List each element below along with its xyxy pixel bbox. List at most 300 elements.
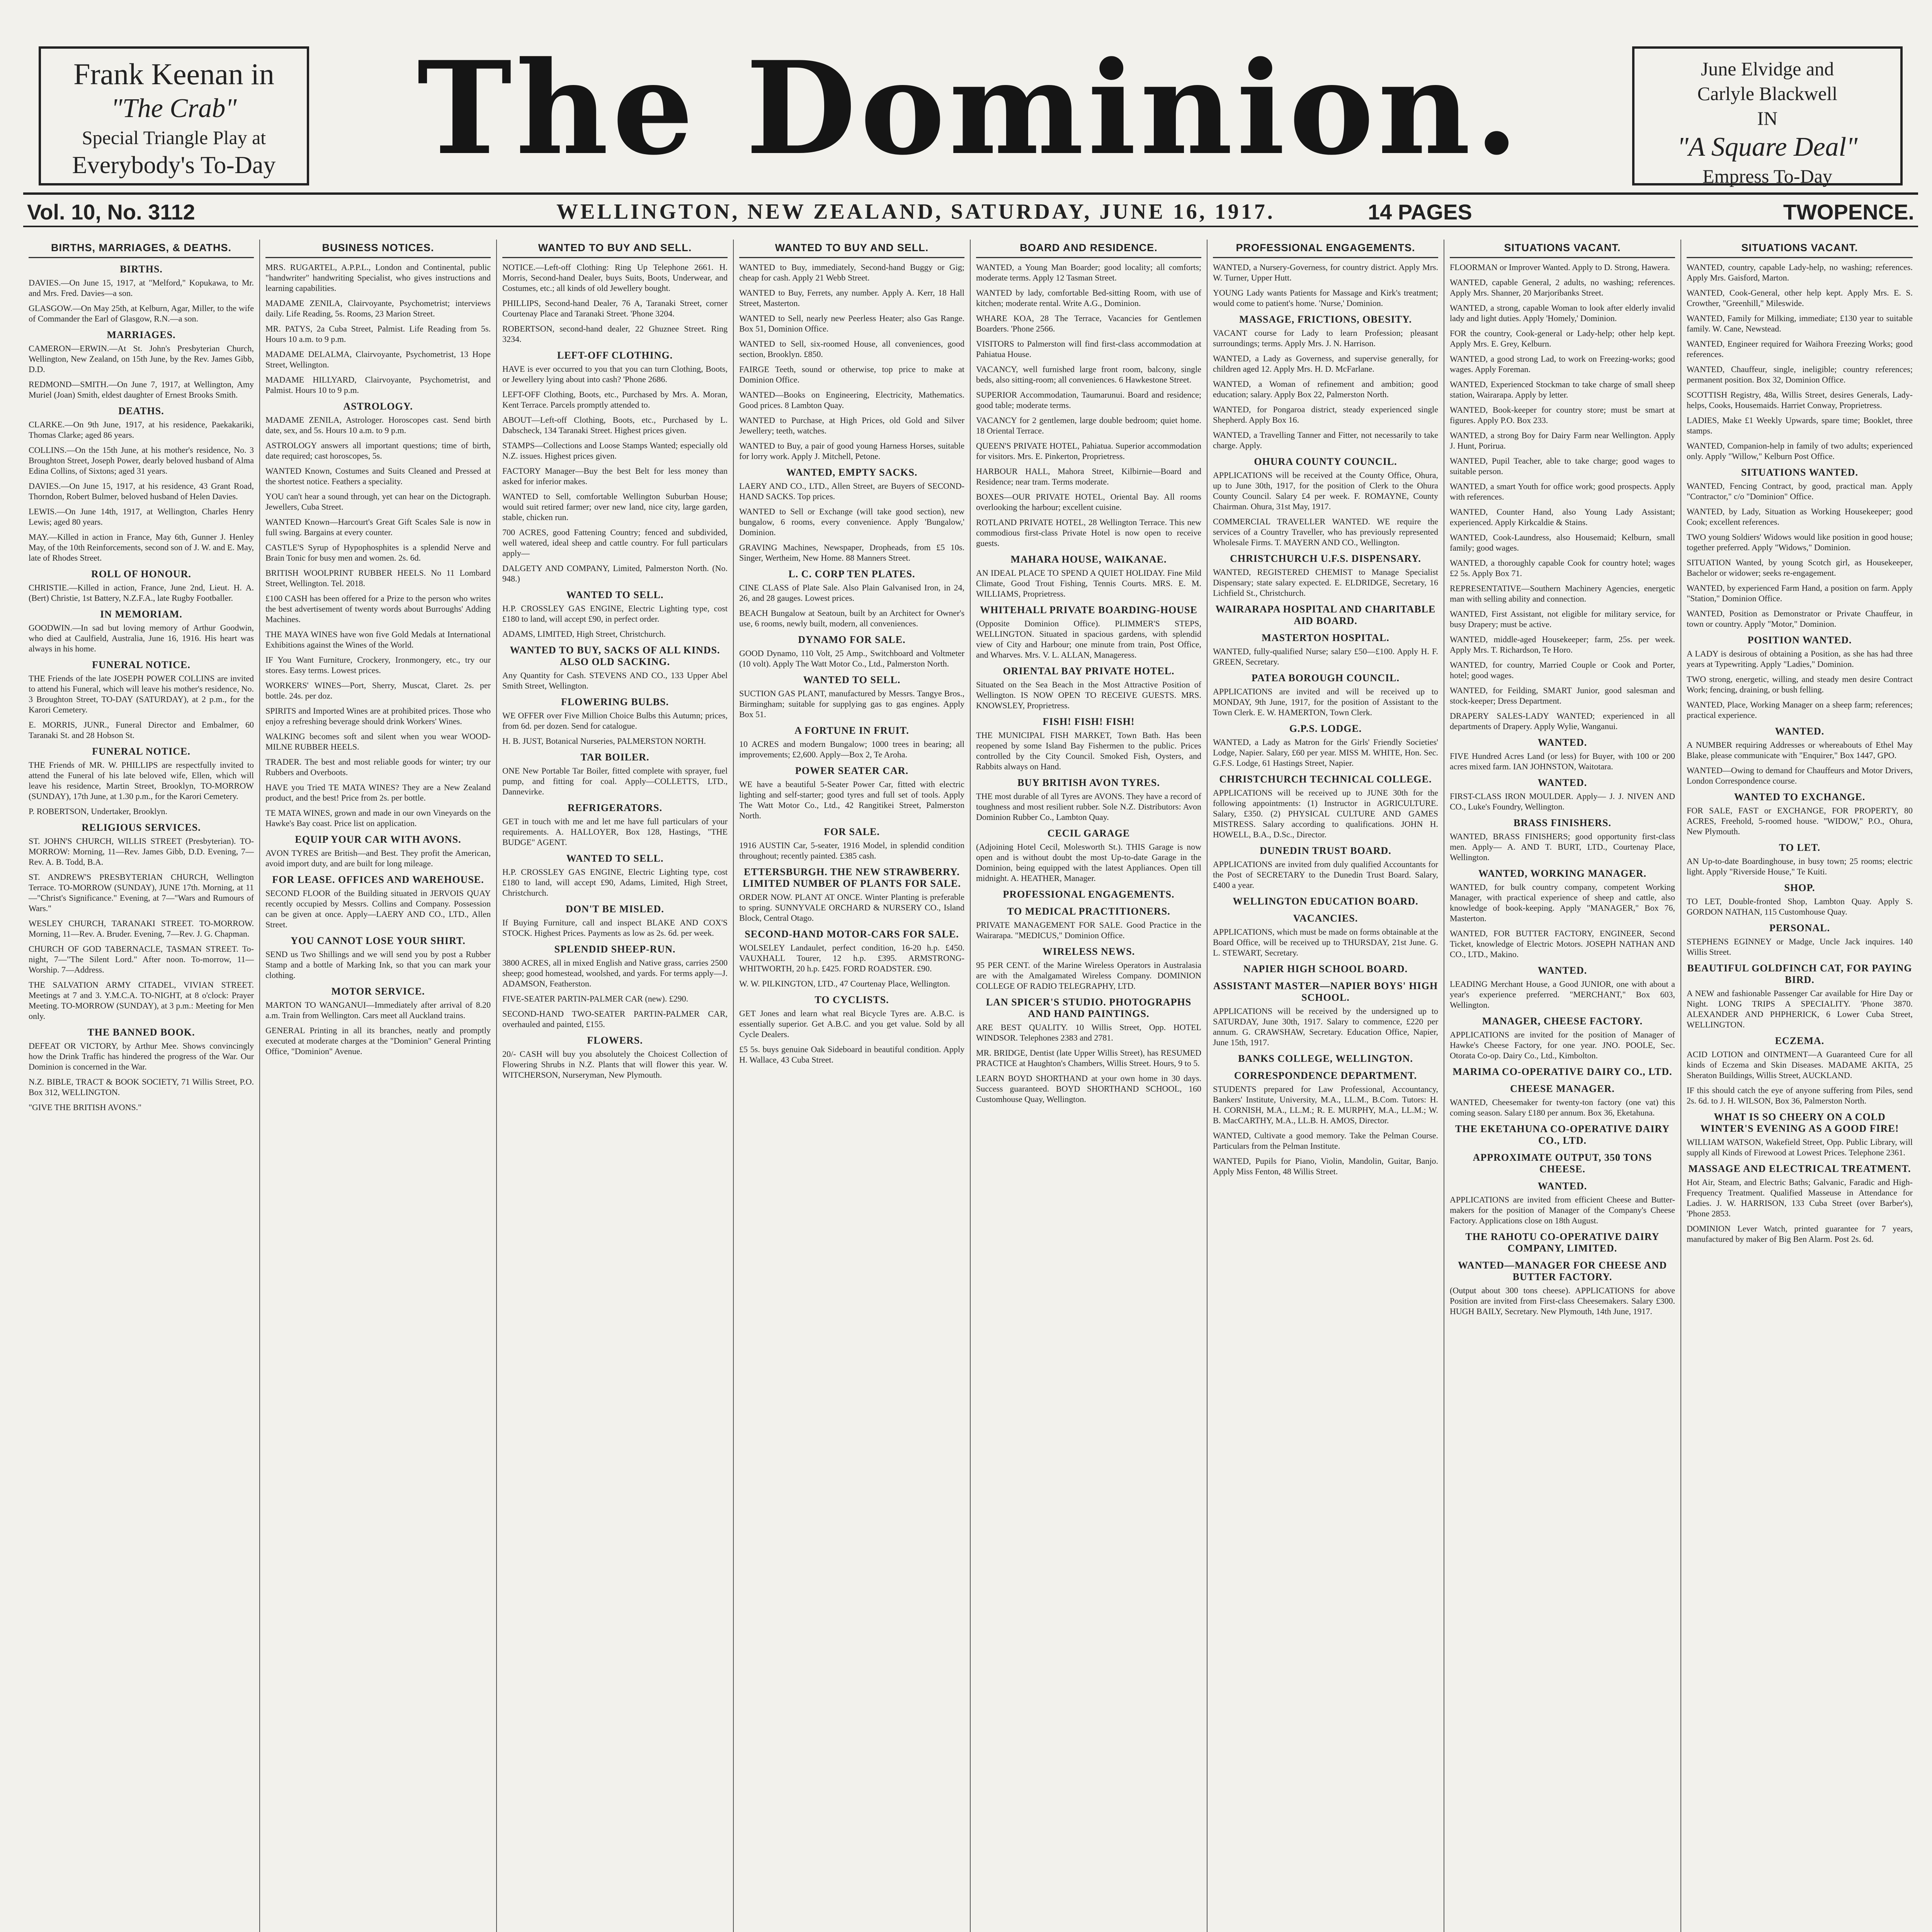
- notice-text: E. MORRIS, JUNR., Funeral Director and Embalmer, 60 Taranaki St. and 28 Hobson St.: [29, 720, 254, 740]
- notice-text: FLOORMAN or Improver Wanted. Apply to D. Strong, Hawera.: [1450, 262, 1670, 272]
- notice-text: SITUATION Wanted, by young Scotch girl, as Housekeeper, Bachelor or widower; seeks re-engagement.: [1687, 558, 1913, 578]
- notice-text: MADAME ZENILA, Clairvoyante, Psychometrist; interviews daily. Life Reading, 5s. Rooms, 23 Marion Street.: [265, 298, 491, 318]
- section-heading: EQUIP YOUR CAR WITH AVONS.: [295, 834, 461, 845]
- notice-text: H.P. CROSSLEY GAS ENGINE, Electric Lighting type, cost £180 to land, will accept £90, Adams, Limited, High Street, Christchurch.: [502, 867, 728, 898]
- section-heading: ECZEMA.: [1775, 1035, 1825, 1046]
- page-count: 14 PAGES: [1368, 200, 1472, 224]
- section-heading: MARIMA CO-OPERATIVE DAIRY CO., LTD.: [1452, 1066, 1672, 1077]
- ear-right-line: June Elvidge and: [1701, 58, 1834, 80]
- section-heading: WANTED, WORKING MANAGER.: [1478, 868, 1647, 879]
- notice-text: HAVE is ever occurred to you that you can turn Clothing, Boots, or Jewellery lying about into cash? 'Phone 2686.: [502, 364, 728, 384]
- notice-text: TRADER. The best and most reliable goods for winter; try our Rubbers and Overboots.: [265, 757, 491, 777]
- notice-text: FIRST-CLASS IRON MOULDER. Apply— J. J. NIVEN AND CO., Luke's Foundry, Wellington.: [1450, 791, 1675, 811]
- notice-text: WANTED to Sell, six-roomed House, all conveniences, good section, Brooklyn. £850.: [739, 339, 964, 359]
- notice-text: WANTED, Experienced Stockman to take charge of small sheep station, Wairarapa. Apply by letter.: [1450, 379, 1675, 400]
- notice-text: SCOTTISH Registry, 48a, Willis Street, desires Generals, Lady-helps, Cooks, Housemaids. Harriet Conway, Proprietress.: [1687, 390, 1913, 410]
- notice-text: WANTED, Pupils for Piano, Violin, Mandolin, Guitar, Banjo. Apply Miss Fenton, 48 Willis Street.: [1213, 1156, 1438, 1176]
- notice-text: "GIVE THE BRITISH AVONS.": [29, 1102, 142, 1112]
- notice-text: Hot Air, Steam, and Electric Baths; Galvanic, Faradic and High-Frequency Treatment. Qualified Masseuse in Attendance for Ladies. J. W. HARRISON, 133 Cuba Street (over Barber's), 'Phone 2853.: [1687, 1177, 1913, 1218]
- section-heading: A FORTUNE IN FRUIT.: [794, 725, 909, 736]
- city-date: WELLINGTON, NEW ZEALAND, SATURDAY, JUNE 16, 1917.: [556, 200, 1275, 224]
- notice-text: 3800 ACRES, all in mixed English and Native grass, carries 2500 sheep; good homestead, woolshed, and yards. For terms apply—J. ADAMSON, Featherston.: [502, 958, 728, 988]
- newspaper-title: The Dominion.: [417, 33, 1523, 183]
- section-heading: PROFESSIONAL ENGAGEMENTS.: [1003, 889, 1175, 900]
- column-heading: BIRTHS, MARRIAGES, & DEATHS.: [29, 240, 254, 258]
- section-heading: FOR SALE.: [824, 826, 880, 837]
- notice-text: WILLIAM WATSON, Wakefield Street, Opp. Public Library, will supply all Kinds of Firewood at Lowest Prices. Telephone 2361.: [1687, 1137, 1913, 1157]
- notice-text: FAIRGE Teeth, sound or otherwise, top price to make at Dominion Office.: [739, 364, 964, 384]
- section-heading: WANTED TO BUY, SACKS OF ALL KINDS. ALSO OLD SACKING.: [510, 645, 720, 667]
- section-heading: L. C. CORP TEN PLATES.: [788, 568, 915, 580]
- notice-text: GOODWIN.—In sad but loving memory of Arthur Goodwin, who died at Caulfield, Australia, June 16, 1916. His heart was always in his home.: [29, 623, 254, 653]
- section-heading: WANTED.: [1537, 965, 1587, 976]
- notice-text: THE MUNICIPAL FISH MARKET, Town Bath. Has been reopened by some Island Bay Fishermen to the public. Prices controlled by the City Council. Smoked Fish, Oysters, and Rabbits always on Hand.: [976, 730, 1201, 771]
- notice-text: WANTED, by Lady, Situation as Working Housekeeper; good Cook; excellent references.: [1687, 507, 1913, 527]
- notice-text: MADAME HILLYARD, Clairvoyante, Psychometrist, and Palmist. Hours 10 to 9 p.m.: [265, 375, 491, 395]
- notice-text: FIVE-SEATER PARTIN-PALMER CAR (new). £290.: [502, 994, 689, 1003]
- section-heading: TAR BOILER.: [580, 752, 650, 763]
- notice-text: THE SALVATION ARMY CITADEL, VIVIAN STREET. Meetings at 7 and 3. Y.M.C.A. TO-NIGHT, at 8 o'clock: Prayer Meeting. TO-MORROW (SUNDAY), at 3 p.m.: Meeting for Men only.: [29, 980, 254, 1021]
- section-heading: WANTED.: [1537, 1180, 1587, 1192]
- section-heading: BANKS COLLEGE, WELLINGTON.: [1238, 1053, 1413, 1064]
- notice-text: WANTED, Chauffeur, single, ineligible; country references; permanent position. Box 32, Dominion Office.: [1687, 364, 1913, 384]
- section-heading: WANTED TO SELL.: [566, 589, 664, 600]
- notice-text: GET in touch with me and let me have full particulars of your requirements. A. HALLOYER, Box 128, Hastings, "THE BUDGE" AGENT.: [502, 816, 728, 847]
- notice-text: WANTED, a Lady as Governess, and supervise generally, for children aged 12. Apply Mrs. H. D. McFarlane.: [1213, 354, 1438, 374]
- notice-text: TE MATA WINES, grown and made in our own Vineyards on the Hawke's Bay coast. Price list on application.: [265, 808, 491, 828]
- notice-text: BRITISH WOOLPRINT RUBBER HEELS. No 11 Lombard Street, Wellington. Tel. 2018.: [265, 568, 491, 588]
- notice-text: ADAMS, LIMITED, High Street, Christchurch.: [502, 629, 666, 639]
- notice-text: GET Jones and learn what real Bicycle Tyres are. A.B.C. is essentially superior. Get A.B.C. and you get value. Sold by all Cycle Dealers.: [739, 1009, 964, 1039]
- ear-left-line: Special Triangle Play at: [82, 127, 266, 148]
- notice-text: CASTLE'S Syrup of Hypophosphites is a splendid Nerve and Brain Tonic for busy men and women. 2s. 6d.: [265, 543, 491, 563]
- notice-text: (Adjoining Hotel Cecil, Molesworth St.). THIS Garage is now open and is without doubt the most Up-to-date Garage in the Dominion, being equipped with the latest Appliances. Open till midnight. A. HEATHER, Manager.: [976, 842, 1201, 883]
- section-heading: SECOND-HAND MOTOR-CARS FOR SALE.: [745, 929, 959, 940]
- notice-text: VACANT course for Lady to learn Profession; pleasant surroundings; terms. Apply Mrs. J. N. Harrison.: [1213, 328, 1438, 348]
- ear-left-line: Everybody's To-Day: [72, 151, 276, 179]
- notice-text: W. W. PILKINGTON, LTD., 47 Courtenay Place, Wellington.: [739, 979, 950, 988]
- section-heading: WHAT IS SO CHEERY ON A COLD WINTER'S EVENING AS A GOOD FIRE!: [1700, 1111, 1899, 1134]
- notice-text: AN Up-to-date Boardinghouse, in busy town; 25 rooms; electric light. Apply "Riverside House," Te Kuiti.: [1687, 856, 1913, 876]
- notice-text: WANTED, Cook-General, other help kept. Apply Mrs. E. S. Crowther, "Greenhill," Mileswide.: [1687, 288, 1913, 308]
- notice-text: VACANCY, well furnished large front room, balcony, single beds, also sitting-room; all conveniences. 6 Hawkestone Street.: [976, 364, 1201, 384]
- notice-text: PHILLIPS, Second-hand Dealer, 76 A, Taranaki Street, corner Courtenay Place and Taranaki Street. 'Phone 3204.: [502, 298, 728, 318]
- notice-text: ST. JOHN'S CHURCH, WILLIS STREET (Presbyterian). TO-MORROW: Morning, 11—Rev. James Gibb, D.D. Evening, 7—Rev. A. B. Todd, B.A.: [29, 836, 254, 867]
- column-heading: SITUATIONS VACANT.: [1450, 240, 1675, 258]
- notice-text: WANTED, Book-keeper for country store; must be smart at figures. Apply P.O. Box 233.: [1450, 405, 1675, 425]
- section-heading: LEFT-OFF CLOTHING.: [557, 350, 673, 361]
- notice-text: WANTED, middle-aged Housekeeper; farm, 25s. per week. Apply Mrs. T. Richardson, Te Horo.: [1450, 634, 1675, 655]
- notice-text: REDMOND—SMITH.—On June 7, 1917, at Wellington, Amy Muriel (Joan) Smith, eldest daughter of Ernest Brooks Smith.: [29, 379, 254, 400]
- section-heading: RELIGIOUS SERVICES.: [82, 822, 201, 833]
- section-heading: DYNAMO FOR SALE.: [798, 634, 906, 645]
- notice-text: WANTED, Companion-help in family of two adults; experienced only. Apply "Willow," Kelburn Post Office.: [1687, 441, 1913, 461]
- notice-text: SUCTION GAS PLANT, manufactured by Messrs. Tangye Bros., Birmingham; suitable for supplying gas to gas engines. Apply Box 51.: [739, 689, 964, 719]
- ear-right-line: Empress To-Day: [1702, 165, 1832, 187]
- section-heading: BUY BRITISH AVON TYRES.: [1017, 777, 1160, 788]
- notice-text: WE have a beautiful 5-Seater Power Car, fitted with electric lighting and self-starter; good tyres and full set of tools. Apply The Watt Motor Co., Ltd., 42 Rangitikei Street, Palmerston North.: [739, 779, 964, 820]
- section-heading: MANAGER, CHEESE FACTORY.: [1482, 1015, 1643, 1027]
- notice-text: WANTED, Counter Hand, also Young Lady Assistant; experienced. Apply Kirkcaldie & Stains.: [1450, 507, 1675, 527]
- notice-text: STEPHENS EGINNEY or Madge, Uncle Jack inquires. 140 Willis Street.: [1687, 937, 1913, 957]
- notice-text: WANTED, for Feilding, SMART Junior, good salesman and stock-keeper; Dress Department.: [1450, 685, 1675, 706]
- section-heading: WANTED TO SELL.: [803, 674, 901, 685]
- section-heading: VACANCIES.: [1293, 913, 1358, 924]
- notice-text: YOUNG Lady wants Patients for Massage and Kirk's treatment; would come to patient's home. 'Nurse,' Dominion.: [1213, 288, 1438, 308]
- notice-text: ARE BEST QUALITY. 10 Willis Street, Opp. HOTEL WINDSOR. Telephones 2383 and 2781.: [976, 1022, 1201, 1043]
- notice-text: WANTED, Place, Working Manager on a sheep farm; references; practical experience.: [1687, 700, 1913, 720]
- notice-text: WALKING becomes soft and silent when you wear WOOD-MILNE RUBBER HEELS.: [265, 731, 491, 752]
- section-heading: FOR LEASE. OFFICES AND WAREHOUSE.: [272, 874, 484, 885]
- notice-text: WESLEY CHURCH, TARANAKI STREET. TO-MORROW. Morning, 11—Rev. A. Bruder. Evening, 7—Rev. J. G. Chapman.: [29, 918, 254, 939]
- notice-text: YOU can't hear a sound through, yet can hear on the Dictograph. Jewellers, Cuba Street.: [265, 492, 491, 512]
- section-heading: YOU CANNOT LOSE YOUR SHIRT.: [291, 935, 466, 946]
- section-heading: THE RAHOTU CO-OPERATIVE DAIRY COMPANY, LIMITED.: [1465, 1231, 1660, 1254]
- notice-text: AN IDEAL PLACE TO SPEND A QUIET HOLIDAY. Fine Mild Climate, Good Trout Fishing, Tennis Courts. MRS. E. M. WILLIAMS, Proprietress.: [976, 568, 1201, 599]
- notice-text: IF this should catch the eye of anyone suffering from Piles, send 2s. 6d. to J. H. WILSON, Box 36, Palmerston North.: [1687, 1085, 1913, 1105]
- notice-text: SECOND FLOOR of the Building situated in JERVOIS QUAY recently occupied by Messrs. Collins and Company. Possession can be given at once. Apply—LAERY AND CO., LTD., Allen Street.: [265, 888, 491, 929]
- section-heading: FLOWERS.: [587, 1035, 643, 1046]
- notice-text: WANTED, a Woman of refinement and ambition; good education; salary. Apply Box 22, Palmerston North.: [1213, 379, 1438, 399]
- section-heading: IN MEMORIAM.: [100, 609, 182, 620]
- notice-text: WANTED, country, capable Lady-help, no washing; references. Apply Mrs. Gaisford, Marton.: [1687, 262, 1913, 282]
- notice-text: APPLICATIONS will be received up to JUNE 30th for the following appointments: (1) Instructor in AGRICULTURE. Salary, £350. (2) PHYSICAL CULTURE AND GAMES MISTRESS. Salary according to qualifications. JOHN H. HOWELL, B.A., D.Sc., Director.: [1213, 788, 1438, 839]
- notice-text: WANTED, Family for Milking, immediate; £130 year to suitable family. W. Cane, Newstead.: [1687, 313, 1913, 333]
- notice-text: WANTED, by experienced Farm Hand, a position on farm. Apply "Station," Dominion Office.: [1687, 583, 1913, 603]
- section-heading: SHOP.: [1784, 882, 1815, 893]
- notice-text: MR. BRIDGE, Dentist (late Upper Willis Street), has RESUMED PRACTICE at Haughton's Chambers, Willis Street. Hours, 9 to 5.: [976, 1048, 1201, 1068]
- notice-text: BOXES—OUR PRIVATE HOTEL, Oriental Bay. All rooms overlooking the harbour; excellent cuisine.: [976, 492, 1201, 512]
- ear-right-line: IN: [1757, 107, 1778, 129]
- section-heading: CHRISTCHURCH U.F.S. DISPENSARY.: [1230, 553, 1421, 564]
- section-heading: TO MEDICAL PRACTITIONERS.: [1007, 906, 1170, 917]
- notice-text: WANTED, a good strong Lad, to work on Freezing-works; good wages. Apply Foreman.: [1450, 354, 1675, 374]
- section-heading: WANTED.: [1775, 726, 1825, 737]
- section-heading: BRASS FINISHERS.: [1514, 817, 1611, 828]
- notice-text: APPLICATIONS are invited from duly qualified Accountants for the Post of SECRETARY to the Dunedin Trust Board. Salary, £400 a year.: [1213, 859, 1438, 890]
- ear-right-line: "A Square Deal": [1677, 132, 1858, 162]
- notice-text: WANTED, a Young Man Boarder; good locality; all comforts; moderate terms. Apply 12 Tasman Street.: [976, 262, 1201, 282]
- notice-text: 700 ACRES, good Fattening Country; fenced and subdivided, well watered, ideal sheep and cattle country. For full particulars apply—: [502, 527, 728, 558]
- notice-text: APPLICATIONS will be received by the undersigned up to SATURDAY, June 30th, 1917. Salary to commence, £220 per annum. G. CRAWSHAW, Secretary. Education Office, Napier, June 15th, 1917.: [1213, 1006, 1438, 1047]
- column-heading: BOARD AND RESIDENCE.: [976, 240, 1201, 258]
- notice-text: ROTLAND PRIVATE HOTEL, 28 Wellington Terrace. This new commodious first-class Private Hotel is now open to receive guests.: [976, 517, 1201, 548]
- notice-text: N.Z. BIBLE, TRACT & BOOK SOCIETY, 71 Willis Street, P.O. Box 312, WELLINGTON.: [29, 1077, 254, 1097]
- notice-text: £5 5s. buys genuine Oak Sideboard in beautiful condition. Apply H. Wallace, 43 Cuba Street.: [739, 1044, 964, 1065]
- notice-text: WANTED to Buy, a pair of good young Harness Horses, suitable for lorry work. Apply J. Mitchell, Petone.: [739, 441, 964, 461]
- section-heading: WANTED.: [1537, 777, 1587, 788]
- notice-text: SUPERIOR Accommodation, Taumarunui. Board and residence; good table; moderate terms.: [976, 390, 1201, 410]
- column-2: [260, 240, 497, 1932]
- section-heading: WIRELESS NEWS.: [1042, 946, 1135, 957]
- notice-text: WANTED, a thoroughly capable Cook for country hotel; wages £2 5s. Apply Box 71.: [1450, 558, 1675, 578]
- section-heading: WELLINGTON EDUCATION BOARD.: [1233, 896, 1418, 907]
- section-heading: FISH! FISH! FISH!: [1043, 716, 1135, 727]
- column-heading: SITUATIONS VACANT.: [1687, 240, 1913, 258]
- section-heading: WANTED TO SELL.: [566, 853, 664, 864]
- section-heading: POSITION WANTED.: [1747, 634, 1852, 646]
- notice-text: 1916 AUSTIN Car, 5-seater, 1916 Model, in splendid condition throughout; recently painted. £385 cash.: [739, 840, 964, 861]
- section-heading: TO LET.: [1779, 842, 1821, 853]
- ear-left-line: Frank Keenan in: [73, 57, 274, 91]
- notice-text: TWO strong, energetic, willing, and steady men desire Contract Work; fencing, draining, or bush felling.: [1687, 674, 1913, 694]
- notice-text: PRIVATE MANAGEMENT FOR SALE. Good Practice in the Wairarapa. "MEDICUS," Dominion Office.: [976, 920, 1201, 940]
- section-heading: REFRIGERATORS.: [568, 802, 662, 813]
- notice-text: WANTED—Books on Engineering, Electricity, Mathematics. Good prices. 8 Lambton Quay.: [739, 390, 964, 410]
- notice-text: WANTED, a strong, capable Woman to look after elderly invalid lady and light duties. Apply 'Homely,' Dominion.: [1450, 303, 1675, 323]
- notice-text: HARBOUR HALL, Mahora Street, Kilbirnie—Board and Residence; near tram. Terms moderate.: [976, 466, 1201, 486]
- notice-text: 95 PER CENT. of the Marine Wireless Operators in Australasia are with the Amalgamated Wireless Company. DOMINION COLLEGE OF RADIO TELEGRAPHY, LTD.: [976, 960, 1201, 991]
- section-heading: PATEA BOROUGH COUNCIL.: [1252, 672, 1400, 684]
- section-heading: WANTED—MANAGER FOR CHEESE AND BUTTER FACTORY.: [1458, 1260, 1667, 1282]
- section-heading: WHITEHALL PRIVATE BOARDING-HOUSE: [980, 604, 1197, 616]
- notice-text: DAVIES.—On June 15, 1917, at his residence, 43 Grant Road, Thorndon, Robert Bulmer, beloved husband of Helen Davies.: [29, 481, 254, 501]
- notice-text: WANTED to Purchase, at High Prices, old Gold and Silver Jewellery; teeth, watches.: [739, 415, 964, 435]
- notice-text: LADIES, Make £1 Weekly Upwards, spare time; Booklet, three stamps.: [1687, 415, 1913, 435]
- section-heading: ORIENTAL BAY PRIVATE HOTEL.: [1003, 665, 1175, 677]
- notice-text: MR. PATYS, 2a Cuba Street, Palmist. Life Reading from 5s. Hours 10 a.m. to 9 p.m.: [265, 324, 491, 344]
- notice-text: WANTED, a Lady as Matron for the Girls' Friendly Societies' Lodge, Napier. Salary, £60 per year. MISS M. WHITE, Hon. Sec. G.F.S. Lodge, 61 Hastings Street, Napier.: [1213, 737, 1438, 768]
- notice-text: WANTED to Buy, Ferrets, any number. Apply A. Kerr, 18 Hall Street, Masterton.: [739, 288, 964, 308]
- notice-text: WANTED, Engineer required for Waihora Freezing Works; good references.: [1687, 339, 1913, 359]
- notice-text: WANTED Known—Harcourt's Great Gift Scales Sale is now in full swing. Bargains at every counter.: [265, 517, 491, 537]
- column-4: [734, 240, 971, 1932]
- notice-text: WANTED—Owing to demand for Chauffeurs and Motor Drivers, London Correspondence course.: [1687, 765, 1913, 786]
- notice-text: WHARE KOA, 28 The Terrace, Vacancies for Gentlemen Boarders. 'Phone 2566.: [976, 313, 1201, 333]
- notice-text: TWO young Soldiers' Widows would like position in good house; together preferred. Apply "Widows," Dominion.: [1687, 532, 1913, 552]
- notice-text: WANTED, Fencing Contract, by good, practical man. Apply "Contractor," c/o "Dominion" Office.: [1687, 481, 1913, 501]
- notice-text: WANTED to Sell, nearly new Peerless Heater; also Gas Range. Box 51, Dominion Office.: [739, 313, 964, 333]
- column-8: [1681, 240, 1918, 1932]
- notice-text: THE Friends of MR. W. PHILLIPS are respectfully invited to attend the Funeral of his late beloved wife, Ellen, which will leave his residence, Martin Street, Brooklyn, TO-MORROW (SUNDAY), 17th June, at 1.30 p.m., for the Karori Cemetery.: [29, 760, 254, 801]
- notice-text: GOOD Dynamo, 110 Volt, 25 Amp., Switchboard and Voltmeter (10 volt). Apply The Watt Motor Co., Ltd., Palmerston North.: [739, 648, 964, 668]
- notice-text: FOR SALE, FAST or EXCHANGE, FOR PROPERTY, 80 ACRES, Freehold, 5-roomed house. "WIDOW," P.O., Ohura, New Plymouth.: [1687, 806, 1913, 836]
- notice-text: COLLINS.—On the 15th June, at his mother's residence, No. 3 Broughton Street, Joseph Power, dearly beloved husband of Alma Edina Collins, of Sixtons; aged 31 years.: [29, 445, 254, 476]
- notice-text: DOMINION Lever Watch, printed guarantee for 7 years, manufactured by maker of Big Ben Alarm. Post 2s. 6d.: [1687, 1224, 1913, 1244]
- notice-text: MARTON TO WANGANUI—Immediately after arrival of 8.20 a.m. Train from Wellington. Cars meet all Auckland trains.: [265, 1000, 491, 1020]
- section-heading: FLOWERING BULBS.: [561, 696, 669, 707]
- section-heading: G.P.S. LODGE.: [1289, 723, 1362, 734]
- notice-text: HAVE you Tried TE MATA WINES? They are a New Zealand product, and the best! Price from 2s. per bottle.: [265, 782, 491, 803]
- column-5: [971, 240, 1208, 1932]
- notice-text: ASTROLOGY answers all important questions; time of birth, date required; cast horoscopes, 5s.: [265, 440, 491, 461]
- notice-text: GRAVING Machines, Newspaper, Dropheads, from £5 10s. Singer, Wertheim, New Home. 88 Manners Street.: [739, 543, 964, 563]
- section-heading: APPROXIMATE OUTPUT, 350 TONS CHEESE.: [1473, 1152, 1652, 1175]
- ear-left-advert: [39, 46, 309, 185]
- section-heading: WANTED, EMPTY SACKS.: [786, 467, 918, 478]
- notice-text: FACTORY Manager—Buy the best Belt for less money than asked for inferior makes.: [502, 466, 728, 486]
- column-heading: WANTED TO BUY AND SELL.: [502, 240, 728, 258]
- classified-columns: [23, 240, 1918, 1932]
- notice-text: MADAME DELALMA, Clairvoyante, Psychometrist, 13 Hope Street, Wellington.: [265, 349, 491, 369]
- section-heading: CECIL GARAGE: [1047, 828, 1130, 839]
- notice-text: REPRESENTATIVE—Southern Machinery Agencies, energetic man with selling ability and connection.: [1450, 583, 1675, 604]
- section-heading: ASSISTANT MASTER—NAPIER BOYS' HIGH SCHOOL.: [1213, 980, 1438, 1003]
- notice-text: LEARN BOYD SHORTHAND at your own home in 30 days. Success guaranteed. BOYD SHORTHAND SCHOOL, 160 Customhouse Quay, Wellington.: [976, 1073, 1201, 1104]
- notice-text: £100 CASH has been offered for a Prize to the person who writes the best advertisement of twenty words about Burroughs' Adding Machines.: [265, 594, 491, 624]
- notice-text: CLARKE.—On 9th June, 1917, at his residence, Paekakariki, Thomas Clarke; aged 86 years.: [29, 420, 254, 440]
- column-3: [497, 240, 734, 1932]
- section-heading: OHURA COUNTY COUNCIL.: [1254, 456, 1397, 467]
- notice-text: WANTED to Buy, immediately, Second-hand Buggy or Gig; cheap for cash. Apply 21 Webb Street.: [739, 262, 964, 282]
- section-heading: ETTERSBURGH. THE NEW STRAWBERRY. LIMITED NUMBER OF PLANTS FOR SALE.: [743, 866, 961, 889]
- column-6: [1208, 240, 1444, 1932]
- notice-text: ACID LOTION and OINTMENT—A Guaranteed Cure for all kinds of Eczema and Skin Diseases. MADAME AKITA, 25 Sheraton Buildings, Willis Street, AUCKLAND.: [1687, 1049, 1913, 1080]
- section-heading: DON'T BE MISLED.: [566, 903, 664, 915]
- notice-text: APPLICATIONS are invited for the position of Manager of Hawke's Cheese Factory, for one year. JNO. POOLE, Sec. Otorata Co-op. Dairy Co., Ltd., Kimbolton.: [1450, 1030, 1675, 1060]
- notice-text: A NEW and fashionable Passenger Car available for Hire Day or Night. LONG TRIPS A SPECIALITY. 'Phone 3870. ALEXANDER AND PHPHERICK, 6 Lower Cuba Street, WELLINGTON.: [1687, 988, 1913, 1029]
- section-heading: NAPIER HIGH SCHOOL BOARD.: [1243, 963, 1408, 975]
- notice-text: WANTED, capable General, 2 adults, no washing; references. Apply Mrs. Shanner, 20 Marjoribanks Street.: [1450, 277, 1675, 298]
- section-heading: ROLL OF HONOUR.: [91, 568, 191, 580]
- section-heading: MASTERTON HOSPITAL.: [1262, 632, 1389, 643]
- notice-text: QUEEN'S PRIVATE HOTEL, Pahiatua. Superior accommodation for visitors. Mrs. E. Pinkerton, Proprietress.: [976, 441, 1201, 461]
- notice-text: ROBERTSON, second-hand dealer, 22 Ghuznee Street. Ring 3234.: [502, 324, 728, 344]
- section-heading: BIRTHS.: [120, 264, 163, 275]
- notice-text: WANTED, BRASS FINISHERS; good opportunity first-class men. Apply— A. AND T. BURT, LTD., Courtenay Place, Wellington.: [1450, 832, 1675, 862]
- notice-text: WANTED, a Nursery-Governess, for country district. Apply Mrs. W. Turner, Upper Hutt.: [1213, 262, 1438, 282]
- price: TWOPENCE.: [1783, 200, 1914, 224]
- section-heading: BEAUTIFUL GOLDFINCH CAT, FOR PAYING BIRD.: [1687, 963, 1912, 985]
- volume-number: Vol. 10, No. 3112: [27, 200, 195, 224]
- notice-text: AVON TYRES are British—and Best. They profit the American, avoid import duty, and are built for long mileage.: [265, 848, 491, 868]
- section-heading: DEATHS.: [118, 405, 164, 417]
- notice-text: WE OFFER over Five Million Choice Bulbs this Autumn; prices, from 6d. per dozen. Send for catalogue.: [502, 711, 728, 731]
- notice-text: WANTED, for Pongaroa district, steady experienced single Shepherd. Apply Box 16.: [1213, 405, 1438, 425]
- section-heading: FUNERAL NOTICE.: [92, 659, 190, 670]
- dateline: [23, 192, 1918, 227]
- notice-text: WORKERS' WINES—Port, Sherry, Muscat, Claret. 2s. per bottle. 24s. per doz.: [265, 680, 491, 701]
- section-heading: THE EKETAHUNA CO-OPERATIVE DAIRY CO., LTD.: [1455, 1123, 1670, 1146]
- notice-text: WANTED, a Travelling Tanner and Fitter, not necessarily to take charge. Apply.: [1213, 430, 1438, 450]
- notice-text: IF You Want Furniture, Crockery, Ironmongery, etc., try our stores. Easy terms. Lowest prices.: [265, 655, 491, 675]
- notice-text: CHURCH OF GOD TABERNACLE, TASMAN STREET. To-night, 7—"The Silent Lord." After noon. To-morrow, 11—Worship. 7—Address.: [29, 944, 254, 975]
- notice-text: P. ROBERTSON, Undertaker, Brooklyn.: [29, 806, 167, 816]
- column-1: [23, 240, 260, 1932]
- notice-text: DAVIES.—On June 15, 1917, at "Melford," Kopukawa, to Mr. and Mrs. Fred. Davies—a son.: [29, 278, 254, 298]
- section-heading: MASSAGE AND ELECTRICAL TREATMENT.: [1688, 1163, 1911, 1174]
- section-heading: THE BANNED BOOK.: [87, 1027, 195, 1038]
- section-heading: MASSAGE, FRICTIONS, OBESITY.: [1239, 314, 1412, 325]
- notice-text: SECOND-HAND TWO-SEATER PARTIN-PALMER CAR, overhauled and painted, £155.: [502, 1009, 728, 1029]
- notice-text: WANTED to Sell, comfortable Wellington Suburban House; would suit retired farmer; over new land, nice city, large garden, stable, chicken run.: [502, 492, 728, 522]
- ear-right-line: Carlyle Blackwell: [1697, 83, 1838, 104]
- section-heading: FUNERAL NOTICE.: [92, 746, 190, 757]
- notice-text: SPIRITS and Imported Wines are at prohibited prices. Those who enjoy a refreshing beverage should drink Workers' Wines.: [265, 706, 491, 726]
- notice-text: WANTED, Cultivate a good memory. Take the Pelman Course. Particulars from the Pelman Institute.: [1213, 1131, 1438, 1151]
- notice-text: MRS. RUGARTEL, A.P.P.L., London and Continental, public "handwriter" handwriting Specialist, who gives instructions and learning capabilities.: [265, 262, 491, 293]
- notice-text: Any Quantity for Cash. STEVENS AND CO., 133 Upper Abel Smith Street, Wellington.: [502, 670, 728, 690]
- ear-left-line: "The Crab": [111, 94, 237, 123]
- notice-text: WANTED, fully-qualified Nurse; salary £50—£100. Apply H. F. GREEN, Secretary.: [1213, 646, 1438, 667]
- notice-text: VISITORS to Palmerston will find first-class accommodation at Pahiatua House.: [976, 339, 1201, 359]
- notice-text: WANTED by lady, comfortable Bed-sitting Room, with use of kitchen; moderate rental. Write A.G., Dominion.: [976, 288, 1201, 308]
- notice-text: H.P. CROSSLEY GAS ENGINE, Electric Lighting type, cost £180 to land, will accept £90, in perfect order.: [502, 604, 728, 624]
- notice-text: ABOUT—Left-off Clothing, Boots, etc., Purchased by L. Dabscheck, 134 Taranaki Street. Highest prices given.: [502, 415, 728, 435]
- notice-text: WANTED, for country, Married Couple or Cook and Porter, hotel; good wages.: [1450, 660, 1675, 680]
- notice-text: ORDER NOW. PLANT AT ONCE. Winter Planting is preferable to spring. SUNNYVALE ORCHARD & NURSERY CO., Island Block, Central Otago.: [739, 892, 964, 923]
- notice-text: 10 ACRES and modern Bungalow; 1000 trees in bearing; all improvements; £2,600. Apply—Box 2, Te Aroha.: [739, 739, 964, 759]
- notice-text: WANTED, Cheesemaker for twenty-ton factory (one vat) this coming season. Salary £180 per annum. Box 36, Eketahuna.: [1450, 1097, 1675, 1117]
- notice-text: MAY.—Killed in action in France, May 6th, Gunner J. Henley May, of the 10th Reinforcements, second son of J. W. and E. May, late of Rhodes Street.: [29, 532, 254, 563]
- section-heading: SITUATIONS WANTED.: [1741, 467, 1859, 478]
- notice-text: THE Friends of the late JOSEPH POWER COLLINS are invited to attend his Funeral, which will leave his mother's residence, No. 3 Broughton Street, TO-DAY (SATURDAY), at 2 p.m., for the Karori Cemetery.: [29, 673, 254, 714]
- column-heading: PROFESSIONAL ENGAGEMENTS.: [1213, 240, 1438, 258]
- section-heading: POWER SEATER CAR.: [795, 765, 909, 776]
- section-heading: SPLENDID SHEEP-RUN.: [554, 944, 676, 955]
- notice-text: THE MAYA WINES have won five Gold Medals at International Exhibitions against the Wines of the World.: [265, 629, 491, 650]
- column-heading: WANTED TO BUY AND SELL.: [739, 240, 964, 258]
- notice-text: VACANCY for 2 gentlemen, large double bedroom; quiet home. 18 Oriental Terrace.: [976, 415, 1201, 435]
- notice-text: APPLICATIONS will be received at the County Office, Ohura, up to June 30th, 1917, for the position of Clerk to the Ohura County Council. Salary £4 per week. F. ROMAYNE, County Chairman. Ohura, 31st May, 1917.: [1213, 470, 1438, 511]
- section-heading: DUNEDIN TRUST BOARD.: [1260, 845, 1391, 856]
- notice-text: COMMERCIAL TRAVELLER WANTED. WE require the services of a Country Traveller, who has previously represented Wholesale Firms. T. MAYERN AND CO., Wellington.: [1213, 517, 1438, 547]
- notice-text: WANTED, First Assistant, not eligible for military service, for busy Drapery; must be active.: [1450, 609, 1675, 629]
- notice-text: BEACH Bungalow at Seatoun, built by an Architect for Owner's use, 6 rooms, newly built, modern, all conveniences.: [739, 608, 964, 628]
- section-heading: ASTROLOGY.: [343, 401, 413, 412]
- notice-text: WANTED Known, Costumes and Suits Cleaned and Pressed at the shortest notice. Feathers a speciality.: [265, 466, 491, 486]
- notice-text: FIVE Hundred Acres Land (or less) for Buyer, with 100 or 200 acres mixed farm. IAN JOHNSTON, Waitotara.: [1450, 751, 1675, 771]
- notice-text: CHRISTIE.—Killed in action, France, June 2nd, Lieut. H. A. (Bert) Christie, 1st Battery, N.Z.F.A., late Rugby Footballer.: [29, 583, 254, 603]
- notice-text: APPLICATIONS are invited from efficient Cheese and Butter-makers for the position of Manager of the Company's Cheese Factory. Applications close on 18th August.: [1450, 1195, 1675, 1225]
- notice-text: WANTED, REGISTERED CHEMIST to Manage Specialist Dispensary; state salary expected. E. ELDRIDGE, Secretary, 16 Lichfield St., Christchurch.: [1213, 567, 1438, 598]
- notice-text: ONE New Portable Tar Boiler, fitted complete with sprayer, fuel pump, and fitting for coal. Apply—COLLETTS, LTD., Dannevirke.: [502, 766, 728, 796]
- notice-text: STUDENTS prepared for Law Professional, Accountancy, Bankers' Institute, University, M.A., LL.M., B.Com. Tutors: H. H. CORNISH, M.A., LL.M.; R. E. MURPHY, M.A., LL.M.; W. B. MacCARTHY, M.A., LL.B. H. AMOS, Director.: [1213, 1084, 1438, 1125]
- notice-text: SEND us Two Shillings and we will send you by post a Rubber Stamp and a bottle of Marking Ink, so that you can mark your clothing.: [265, 949, 491, 980]
- notice-text: A LADY is desirous of obtaining a Position, as she has had three years at Typewriting. Apply "Ladies," Dominion.: [1687, 649, 1913, 669]
- notice-text: APPLICATIONS, which must be made on forms obtainable at the Board Office, will be received up to THURSDAY, 21st June. G. L. STEWART, Secretary.: [1213, 927, 1438, 957]
- notice-text: WANTED, Pupil Teacher, able to take charge; good wages to suitable person.: [1450, 456, 1675, 476]
- section-heading: WANTED.: [1537, 737, 1587, 748]
- column-heading: BUSINESS NOTICES.: [265, 240, 491, 258]
- notice-text: CAMERON—ERWIN.—At St. John's Presbyterian Church, Wellington, New Zealand, on 15th June, by the Rev. James Gibb, D.D.: [29, 344, 254, 374]
- masthead: [23, 35, 1918, 189]
- section-heading: WAIRARAPA HOSPITAL AND CHARITABLE AID BOARD.: [1215, 604, 1436, 626]
- notice-text: LEADING Merchant House, a Good JUNIOR, one with about a year's experience preferred. "MERCHANT," Box 603, Wellington.: [1450, 979, 1675, 1010]
- section-heading: CORRESPONDENCE DEPARTMENT.: [1234, 1070, 1417, 1081]
- notice-text: If Buying Furniture, call and inspect BLAKE AND COX'S STOCK. Highest Prices. Payments as low as 2s. 6d. per week.: [502, 918, 728, 938]
- ear-right-advert: [1632, 46, 1903, 185]
- section-heading: MAHARA HOUSE, WAIKANAE.: [1010, 554, 1167, 565]
- notice-text: Situated on the Sea Beach in the Most Attractive Position of Wellington. IS NOW OPEN TO RECEIVE GUESTS. MRS. KNOWSLEY, Proprietress.: [976, 680, 1201, 710]
- notice-text: WANTED, a strong Boy for Dairy Farm near Wellington. Apply J. Hunt, Porirua.: [1450, 430, 1675, 451]
- notice-text: GLASGOW.—On May 25th, at Kelburn, Agar, Miller, to the wife of Commander the Earl of Glasgow, R.N.—a son.: [29, 303, 254, 323]
- notice-text: WANTED, FOR BUTTER FACTORY, ENGINEER, Second Ticket, knowledge of Electric Motors. JOSEPH NATHAN AND CO., LTD., Makino.: [1450, 929, 1675, 959]
- notice-text: MADAME ZENILA, Astrologer. Horoscopes cast. Send birth date, sex, and 5s. Hours 10 a.m. to 9 p.m.: [265, 415, 491, 435]
- notice-text: 20/- CASH will buy you absolutely the Choicest Collection of Flowering Shrubs in N.Z. Plants that will flower this year. W. WITCHERSON, Nurseryman, New Plymouth.: [502, 1049, 728, 1080]
- notice-text: NOTICE.—Left-off Clothing: Ring Up Telephone 2661. H. Morris, Second-hand Dealer, buys Suits, Boots, Underwear, and Costumes, etc.; all kinds of old Jewellery bought.: [502, 262, 728, 293]
- notice-text: DALGETY AND COMPANY, Limited, Palmerston North. (No. 948.): [502, 563, 728, 583]
- notice-text: (Opposite Dominion Office). PLIMMER'S STEPS, WELLINGTON. Situated in spacious gardens, with splendid view of City and Harbour; one minute from train, Post Office, and Wharves. Mrs. V. L. ALLAN, Manageress.: [976, 619, 1201, 660]
- notice-text: LAERY AND CO., LTD., Allen Street, are Buyers of SECOND-HAND SACKS. Top prices.: [739, 481, 964, 501]
- notice-text: A NUMBER requiring Addresses or whereabouts of Ethel May Blake, please communicate with "Enquirer," Box 1447, GPO.: [1687, 740, 1913, 760]
- notice-text: STAMPS—Collections and Loose Stamps Wanted; especially old N.Z. issues. Highest prices given.: [502, 440, 728, 461]
- section-heading: MARRIAGES.: [107, 329, 176, 340]
- notice-text: WANTED, a smart Youth for office work; good prospects. Apply with references.: [1450, 481, 1675, 502]
- notice-text: WANTED, Cook-Laundress, also Housemaid; Kelburn, small family; good wages.: [1450, 532, 1675, 553]
- notice-text: WANTED, for bulk country company, competent Working Manager, with practical experience of sheep and cattle, also knowledge of book-keeping. Apply "MANAGER," Box 76, Masterton.: [1450, 882, 1675, 923]
- notice-text: H. B. JUST, Botanical Nurseries, PALMERSTON NORTH.: [502, 736, 706, 746]
- notice-text: LEWIS.—On June 14th, 1917, at Wellington, Charles Henry Lewis; aged 80 years.: [29, 507, 254, 527]
- notice-text: WANTED to Sell or Exchange (will take good section), new bungalow, 6 rooms, every convenience. Apply 'Bungalow,' Dominion.: [739, 507, 964, 537]
- notice-text: ST. ANDREW'S PRESBYTERIAN CHURCH, Wellington Terrace. TO-MORROW (SUNDAY), JUNE 17th. Morning, at 11—"Christ's Significance." Evening, at 7—"Wars and Rumours of Wars.": [29, 872, 254, 913]
- notice-text: TO LET, Double-fronted Shop, Lambton Quay. Apply S. GORDON NATHAN, 115 Customhouse Quay.: [1687, 896, 1913, 917]
- notice-text: LEFT-OFF Clothing, Boots, etc., Purchased by Mrs. A. Moran, Kent Terrace. Parcels promptly attended to.: [502, 389, 728, 410]
- section-heading: PERSONAL.: [1769, 922, 1830, 934]
- section-heading: LAN SPICER'S STUDIO. PHOTOGRAPHS AND HAND PAINTINGS.: [986, 997, 1192, 1019]
- notice-text: APPLICATIONS are invited and will be received up to MONDAY, 9th June, 1917, for the position of Assistant to the Town Clerk. E. W. HAMERTON, Town Clerk.: [1213, 687, 1438, 717]
- section-heading: CHRISTCHURCH TECHNICAL COLLEGE.: [1219, 774, 1432, 785]
